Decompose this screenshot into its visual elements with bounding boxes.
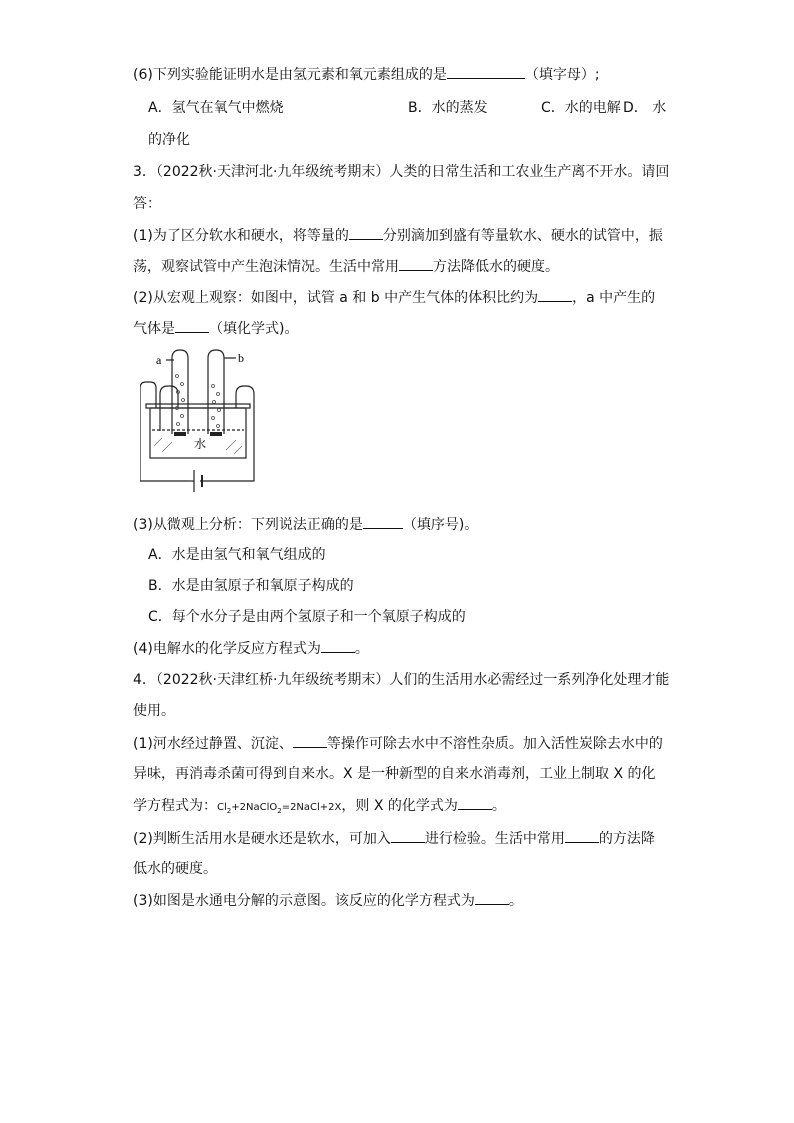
q4-part2-cont: 低水的硬度。: [133, 861, 217, 877]
answer-blank[interactable]: [538, 287, 572, 302]
q3-part3: (3)从微观上分析：下列说法正确的是 （填序号)。: [133, 514, 478, 535]
answer-blank[interactable]: [447, 64, 525, 79]
answer-blank[interactable]: [321, 638, 355, 653]
answer-blank[interactable]: [349, 225, 383, 240]
q3-part4: (4)电解水的化学反应方程式为 。: [133, 638, 369, 659]
answer-blank[interactable]: [399, 256, 433, 271]
q4-header: 4．（2022秋·天津红桥·九年级统考期末）人们的生活用水必需经过一系列净化处理才能: [133, 672, 670, 688]
gas-bubbles-a: [176, 375, 185, 426]
answer-blank[interactable]: [475, 890, 509, 905]
option-c: C．水的电解: [541, 100, 621, 116]
q3-part1: (1)为了区分软水和硬水，将等量的 分别滴加到盛有等量软水、硬水的试管中，振: [133, 225, 663, 246]
q3-part2-cont: 气体是 （填化学式)。: [133, 318, 298, 339]
gas-bubbles-b: [212, 385, 221, 428]
q3-part2: (2)从宏观上观察：如图中，试管 a 和 b 中产生气体的体积比约为 ，a 中产生的: [133, 287, 655, 308]
q3-part1-cont: 荡，观察试管中产生泡沫情况。生活中常用 方法降低水的硬度。: [133, 256, 559, 277]
option-a: A．氢气在氧气中燃烧: [148, 100, 284, 116]
q3-option-b: B．水是由氢原子和氧原子构成的: [148, 578, 354, 594]
test-tube-a: [172, 350, 188, 434]
option-d: D． 水: [623, 100, 667, 116]
q4-part1-cont: 异味，再消毒杀菌可得到自来水。X 是一种新型的自来水消毒剂，工业上制取 X 的化: [133, 766, 656, 782]
q4-part3: (3)如图是水通电分解的示意图。该反应的化学方程式为 。: [133, 890, 523, 911]
answer-blank[interactable]: [565, 828, 599, 843]
electrode-a: [174, 432, 186, 436]
answer-blank[interactable]: [175, 318, 209, 333]
q4-part2: (2)判断生活用水是硬水还是软水，可加入 进行检验。生活中常用 的方法降: [133, 828, 655, 849]
label-water: 水: [194, 437, 207, 451]
test-tube-b: [208, 350, 224, 434]
q3-option-c: C．每个水分子是由两个氢原子和一个氧原子构成的: [148, 609, 466, 625]
q3-header: 3．（2022秋·天津河北·九年级统考期末）人类的日常生活和工农业生产离不开水。请回: [133, 164, 670, 180]
q-prev-option-d-tail: 的净化: [148, 132, 190, 148]
q-prev-item6: (6)下列实验能证明水是由氢元素和氧元素组成的是 （填字母）;: [133, 64, 600, 85]
q3-option-a: A．水是由氢气和氧气组成的: [148, 547, 326, 563]
q-prev-options: [148, 98, 666, 118]
label-tube-b: b: [238, 351, 244, 365]
electrode-b: [210, 432, 222, 436]
q4-header-cont: 使用。: [133, 703, 175, 719]
label-tube-a: a: [156, 353, 162, 367]
option-b: B．水的蒸发: [408, 100, 488, 116]
answer-blank[interactable]: [363, 514, 403, 529]
q4-part1-equation-line: 学方程式为：$Cl_2+2NaClO_2=2NaCl+2X$，则 X 的化学式为 。: [133, 795, 506, 821]
answer-blank[interactable]: [458, 795, 492, 810]
answer-blank[interactable]: [293, 733, 327, 748]
q4-part1: (1)河水经过静置、沉淀、 等操作可除去水中不溶性杂质。加入活性炭除去水中的: [133, 733, 663, 754]
answer-blank[interactable]: [391, 828, 425, 843]
q3-header-cont: 答：: [133, 196, 161, 212]
electrolysis-apparatus-diagram: [140, 346, 270, 498]
chemical-equation: $Cl_2+2NaClO_2=2NaCl+2X$: [217, 802, 342, 815]
